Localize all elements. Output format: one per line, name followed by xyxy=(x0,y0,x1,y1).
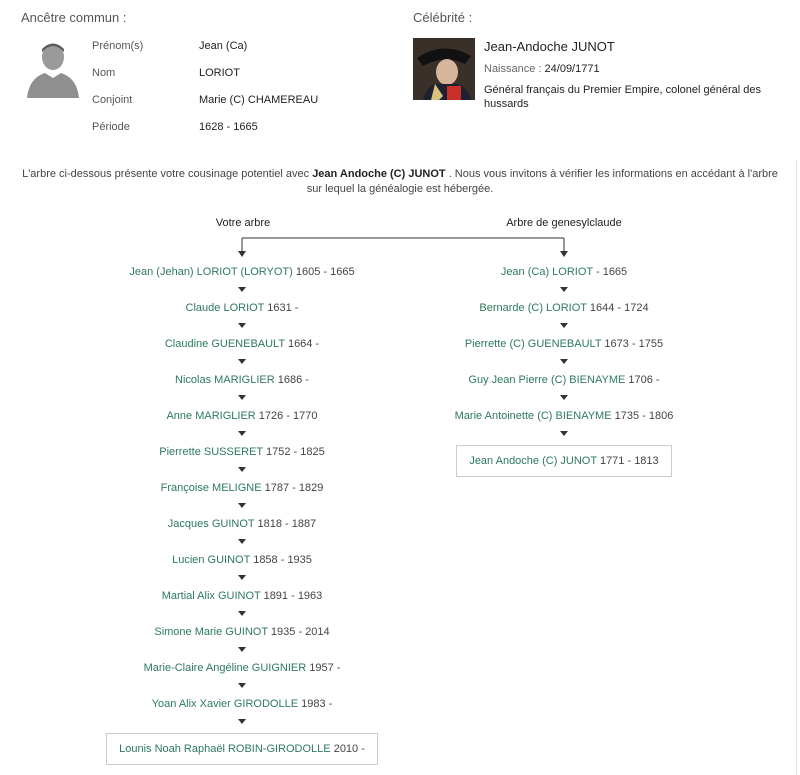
person-years: 1752 - 1825 xyxy=(262,446,325,458)
person-link[interactable]: Bernarde (C) LORIOT xyxy=(479,302,587,314)
arrow-down-icon xyxy=(72,283,412,301)
divider xyxy=(796,160,797,775)
birth-label: Naissance : xyxy=(484,63,545,75)
arrow-down-icon xyxy=(72,643,412,661)
your-tree-title: Votre arbre xyxy=(215,217,271,229)
person-link[interactable]: Lounis Noah Raphaël ROBIN-GIRODOLLE xyxy=(119,743,331,755)
person-link[interactable]: Jean (Ca) LORIOT xyxy=(500,266,593,278)
person-years: 1605 - 1665 xyxy=(292,266,355,278)
person-years: 1631 - xyxy=(264,302,299,314)
spouse-label: Conjoint xyxy=(92,94,133,106)
person-node xyxy=(72,625,412,643)
arrow-down-icon xyxy=(72,571,412,589)
person-node xyxy=(394,409,734,427)
person-years: 1771 - 1813 xyxy=(596,455,659,467)
celebrity-portrait[interactable] xyxy=(413,38,475,100)
person-link[interactable]: Jacques GUINOT xyxy=(167,518,255,530)
person-node xyxy=(72,589,412,607)
arrow-down-icon xyxy=(72,499,412,517)
person-link[interactable]: Simone Marie GUINOT xyxy=(154,626,268,638)
person-years: 1891 - 1963 xyxy=(260,590,323,602)
person-years: 1706 - xyxy=(625,374,660,386)
person-node xyxy=(72,517,412,535)
person-node xyxy=(72,265,412,283)
other-tree-title: Arbre de genesylclaude xyxy=(506,217,622,229)
person-years: 1858 - 1935 xyxy=(250,554,312,566)
arrow-down-icon xyxy=(394,283,734,301)
period-value: 1628 - 1665 xyxy=(199,121,258,133)
person-link[interactable]: Yoan Alix Xavier GIRODOLLE xyxy=(151,698,299,710)
person-years: 1664 - xyxy=(284,338,320,350)
person-link[interactable]: Guy Jean Pierre (C) BIENAYME xyxy=(468,374,626,386)
person-link[interactable]: Marie-Claire Angéline GUIGNIER xyxy=(143,662,307,674)
period-label: Période xyxy=(92,121,130,133)
your-tree-chain xyxy=(72,265,412,765)
person-link[interactable]: Claude LORIOT xyxy=(185,302,265,314)
person-node xyxy=(106,733,378,765)
person-node xyxy=(72,337,412,355)
person-node xyxy=(72,553,412,571)
arrow-down-icon xyxy=(72,463,412,481)
person-link[interactable]: Pierrette (C) GUENEBAULT xyxy=(464,338,602,350)
arrow-down-icon xyxy=(394,319,734,337)
intro-before: L'arbre ci-dessous présente votre cousinage potentiel avec xyxy=(22,168,313,180)
arrow-down-icon xyxy=(72,535,412,553)
person-link[interactable]: Nicolas MARIGLIER xyxy=(175,374,275,386)
person-link[interactable]: Jean (Jehan) LORIOT (LORYOT) xyxy=(129,266,293,278)
person-link[interactable]: Marie Antoinette (C) BIENAYME xyxy=(454,410,612,422)
intro-text xyxy=(15,167,785,197)
other-tree-chain xyxy=(394,265,734,477)
birth-value: 24/09/1771 xyxy=(544,63,600,75)
person-years: 1983 - xyxy=(298,698,333,710)
person-years: 1818 - 1887 xyxy=(254,518,317,530)
person-years: 1935 - 2014 xyxy=(267,626,330,638)
celebrity-title: Célébrité : xyxy=(413,10,473,25)
arrow-down-icon xyxy=(394,427,734,445)
celebrity-birth xyxy=(484,63,600,75)
person-years: 1735 - 1806 xyxy=(611,410,674,422)
person-node xyxy=(72,409,412,427)
person-years: 1726 - 1770 xyxy=(255,410,318,422)
person-link[interactable]: Anne MARIGLIER xyxy=(166,410,256,422)
arrow-down-icon xyxy=(72,319,412,337)
person-node xyxy=(394,301,734,319)
person-link[interactable]: Pierrette SUSSERET xyxy=(159,446,263,458)
person-node xyxy=(394,337,734,355)
person-node xyxy=(72,697,412,715)
person-node xyxy=(72,373,412,391)
person-link[interactable]: Martial Alix GUINOT xyxy=(161,590,261,602)
arrow-down-icon xyxy=(394,391,734,409)
arrow-down-icon xyxy=(72,427,412,445)
person-years: 1957 - xyxy=(306,662,341,674)
arrow-down-icon xyxy=(72,355,412,373)
arrow-down-icon xyxy=(72,679,412,697)
intro-bold-name: Jean Andoche (C) JUNOT xyxy=(312,168,446,180)
person-years: - 1665 xyxy=(592,266,628,278)
arrow-down-icon xyxy=(394,355,734,373)
person-years: 1673 - 1755 xyxy=(601,338,664,350)
person-link[interactable]: Claudine GUENEBAULT xyxy=(164,338,285,350)
intro-after: . Nous vous invitons à vérifier les informations en accédant à l'arbre sur lequel la généalogie est hébergée. xyxy=(306,168,778,195)
person-node xyxy=(72,661,412,679)
firstname-label: Prénom(s) xyxy=(92,40,144,52)
person-node xyxy=(394,373,734,391)
user-silhouette-icon xyxy=(27,40,79,98)
person-node xyxy=(394,265,734,283)
person-link[interactable]: Lucien GUINOT xyxy=(172,554,251,566)
celebrity-description: Général français du Premier Empire, colonel général des hussards xyxy=(484,84,761,110)
firstname-value: Jean (Ca) xyxy=(199,40,248,52)
person-years: 1686 - xyxy=(274,374,309,386)
lastname-value: LORIOT xyxy=(199,67,240,79)
arrow-down-icon xyxy=(72,715,412,733)
arrow-down-icon xyxy=(72,607,412,625)
spouse-value: Marie (C) CHAMEREAU xyxy=(199,94,319,106)
person-node xyxy=(72,445,412,463)
person-years: 2010 - xyxy=(330,743,365,755)
person-link[interactable]: Françoise MELIGNE xyxy=(160,482,262,494)
person-node xyxy=(72,301,412,319)
person-node xyxy=(72,481,412,499)
person-years: 1787 - 1829 xyxy=(261,482,324,494)
arrow-down-icon xyxy=(72,391,412,409)
person-years: 1644 - 1724 xyxy=(586,302,649,314)
person-node xyxy=(456,445,671,477)
common-ancestor-title: Ancêtre commun : xyxy=(21,10,127,25)
person-link[interactable]: Jean Andoche (C) JUNOT xyxy=(469,455,597,467)
celebrity-name: Jean-Andoche JUNOT xyxy=(484,39,615,54)
lastname-label: Nom xyxy=(92,67,116,79)
